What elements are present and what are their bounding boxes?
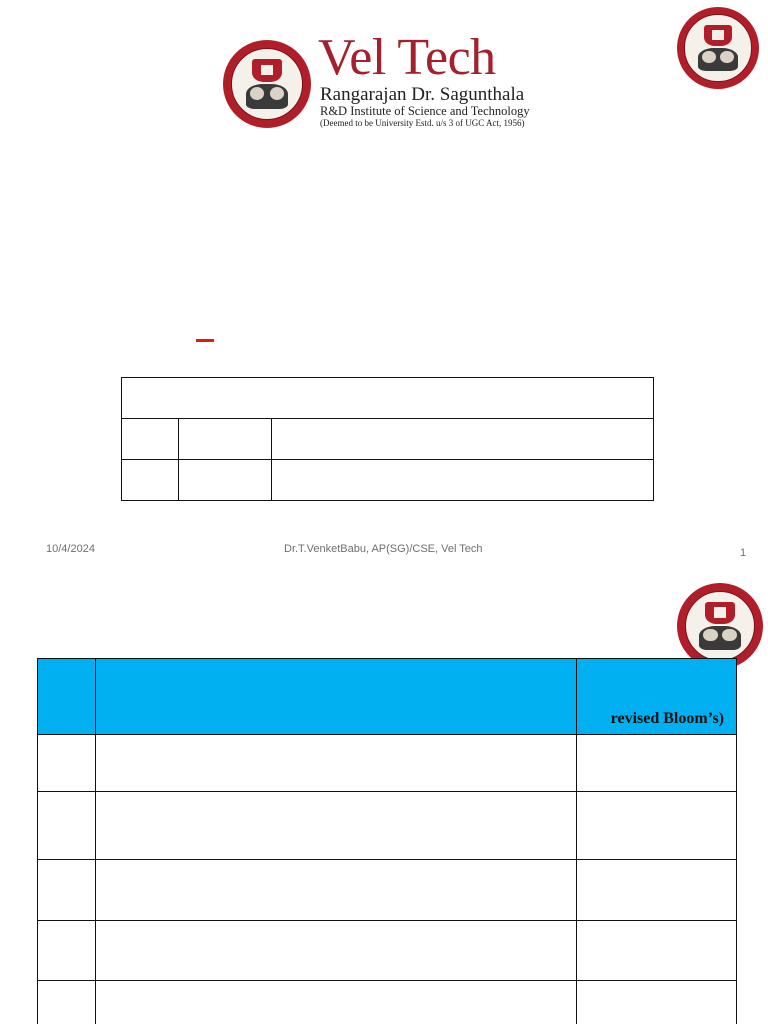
table-row [122,419,654,460]
course-outcomes-table [37,658,737,1024]
table-cell [179,419,272,460]
table-row [38,921,737,981]
table-cell [96,792,577,860]
table-row [38,792,737,860]
footer-date: 10/4/2024 [46,543,95,555]
table-row [38,735,737,792]
header-cell [38,659,96,735]
table-cell [96,735,577,792]
university-seal-icon [677,7,759,89]
table-row [122,460,654,501]
table-cell [38,860,96,921]
table-cell [272,460,654,501]
table-cell [38,792,96,860]
accent-dash [196,339,214,342]
table-cell [577,921,737,981]
university-seal-icon [677,583,763,669]
table-row [122,378,654,419]
table-cell [577,735,737,792]
table-cell [272,419,654,460]
table-row [38,860,737,921]
table-header-row [38,659,737,735]
footer-author: Dr.T.VenketBabu, AP(SG)/CSE, Vel Tech [284,543,483,555]
table-cell [96,981,577,1024]
table-cell [179,460,272,501]
table-cell [577,792,737,860]
table-cell [38,921,96,981]
table-row [38,981,737,1024]
table-cell [38,981,96,1024]
bloom-header-label: revised Bloom’s) [610,710,724,727]
table-cell [96,860,577,921]
header-cell [577,659,737,735]
university-seal-icon [223,40,311,128]
table-cell [96,921,577,981]
table-cell [122,419,179,460]
slide-2 [0,576,768,1024]
brand-subtitle: Rangarajan Dr. Sagunthala [320,84,525,105]
table-cell [122,378,654,419]
table-cell [577,981,737,1024]
table-cell [122,460,179,501]
brand-deemed-note: (Deemed to be University Estd. u/s 3 of UGC Act, 1956) [320,118,525,128]
course-info-table [121,377,654,501]
table-cell [577,860,737,921]
brand-title: Vel Tech [318,29,496,86]
header-cell [96,659,577,735]
table-cell [38,735,96,792]
brand-institute: R&D Institute of Science and Technology [320,104,530,118]
footer-page-number: 1 [740,547,747,559]
